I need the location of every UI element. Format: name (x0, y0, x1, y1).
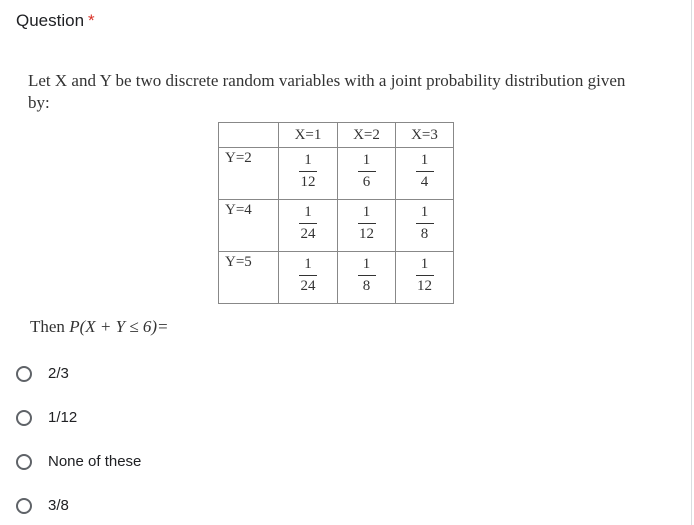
option-2-3[interactable] (16, 365, 69, 382)
denominator: 24 (300, 226, 316, 242)
table-cell (279, 200, 338, 252)
fraction (416, 256, 434, 295)
numerator: 1 (304, 256, 312, 272)
radio-button[interactable] (16, 498, 32, 514)
radio-button[interactable] (16, 366, 32, 382)
right-border (691, 0, 692, 525)
numerator: 1 (362, 256, 371, 272)
fraction (299, 256, 317, 295)
option-none-of-these[interactable] (16, 453, 141, 470)
row-label-y2: Y=2 (219, 148, 279, 200)
fraction-bar (358, 275, 376, 276)
table-corner-cell (219, 123, 279, 148)
denominator: 4 (420, 174, 429, 190)
option-1-12[interactable] (16, 409, 77, 426)
fraction-bar (358, 171, 376, 172)
table-cell (338, 252, 396, 304)
table-cell (338, 148, 396, 200)
denominator: 24 (300, 278, 316, 294)
table-cell (396, 252, 454, 304)
table-cell (396, 200, 454, 252)
header-x3: X=3 (396, 123, 454, 148)
option-label: None of these (48, 453, 142, 470)
probability-question (30, 317, 169, 337)
fraction (299, 152, 317, 191)
joint-distribution-table (218, 122, 454, 304)
table-header-row (219, 123, 454, 148)
table-row (219, 252, 454, 304)
fraction-bar (299, 275, 317, 276)
row-label-y5: Y=5 (219, 252, 279, 304)
table-cell (338, 200, 396, 252)
question-prompt: Let X and Y be two discrete random variables with a joint probability distribution given by: (28, 71, 626, 112)
required-asterisk: * (88, 11, 95, 30)
table-row (219, 200, 454, 252)
radio-button[interactable] (16, 454, 32, 470)
numerator: 1 (304, 152, 312, 168)
fraction (299, 204, 317, 243)
fraction-bar (416, 171, 434, 172)
fraction-bar (299, 223, 317, 224)
denominator: 12 (359, 226, 374, 242)
denominator: 6 (362, 174, 371, 190)
fraction (358, 204, 376, 243)
row-label-y4: Y=4 (219, 200, 279, 252)
radio-button[interactable] (16, 410, 32, 426)
header-x1: X=1 (279, 123, 338, 148)
fraction (358, 256, 376, 295)
option-label: 2/3 (48, 365, 69, 382)
numerator: 1 (304, 204, 312, 220)
header-x2: X=2 (338, 123, 396, 148)
numerator: 1 (420, 204, 429, 220)
option-label: 1/12 (48, 409, 78, 426)
table-cell (279, 252, 338, 304)
denominator: 12 (417, 278, 432, 294)
numerator: 1 (362, 152, 371, 168)
numerator: 1 (420, 256, 429, 272)
fraction (416, 152, 434, 191)
fraction-bar (416, 223, 434, 224)
denominator: 12 (300, 174, 316, 190)
question-title: Question (16, 11, 85, 30)
numerator: 1 (420, 152, 429, 168)
then-prefix: Then (30, 317, 65, 336)
denominator: 8 (362, 278, 371, 294)
denominator: 8 (420, 226, 429, 242)
question-header (16, 11, 95, 31)
option-3-8[interactable] (16, 497, 69, 514)
table-cell (279, 148, 338, 200)
table-cell (396, 148, 454, 200)
option-label: 3/8 (48, 497, 69, 514)
numerator: 1 (362, 204, 371, 220)
table-row (219, 148, 454, 200)
fraction (416, 204, 434, 243)
fraction-bar (358, 223, 376, 224)
fraction (358, 152, 376, 191)
fraction-bar (416, 275, 434, 276)
fraction-bar (299, 171, 317, 172)
probability-expression: P(X + Y ≤ 6)= (69, 317, 169, 336)
